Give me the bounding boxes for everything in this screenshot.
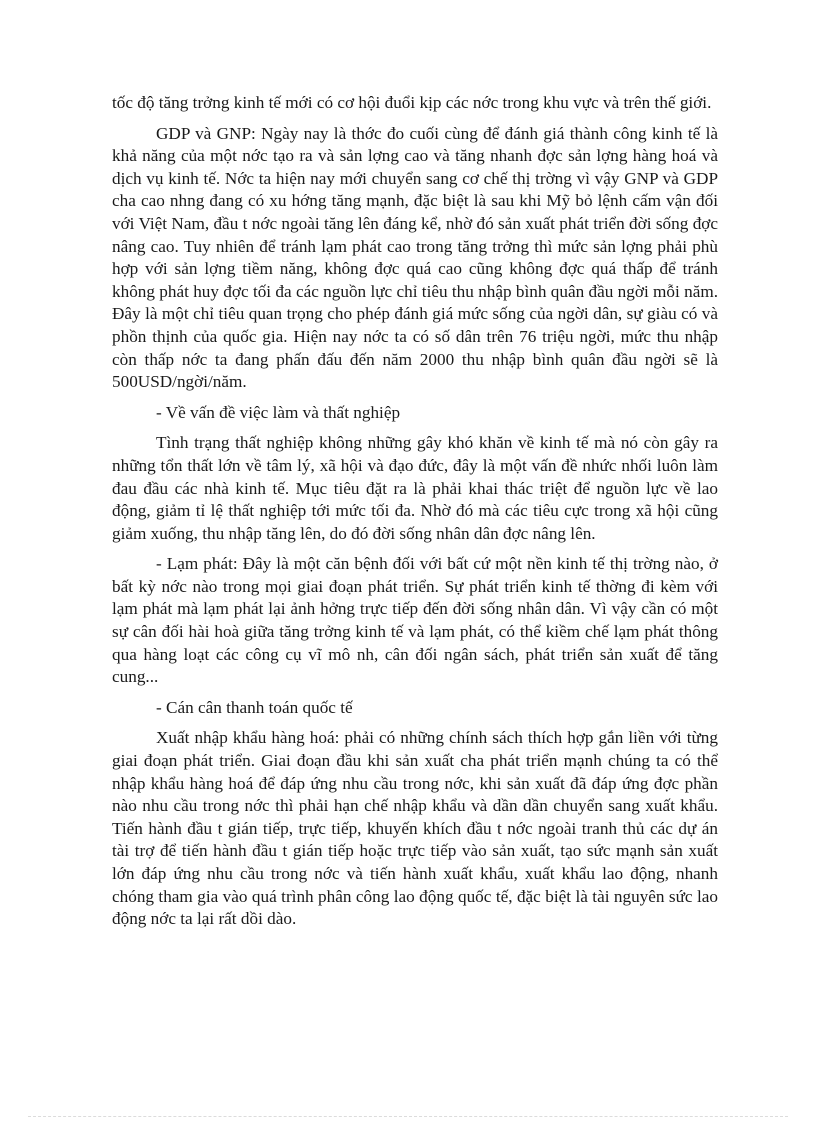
footer-divider bbox=[28, 1116, 788, 1117]
heading-employment: - Về vấn đề việc làm và thất nghiệp bbox=[156, 402, 401, 422]
paragraph-continuation: tốc độ tăng trởng kinh tế mới có cơ hội đuổi kịp các nớc trong khu vực và trên thế giới. bbox=[112, 93, 712, 112]
paragraph-inflation: - Lạm phát: Đây là một căn bệnh đối với bất cứ một nền kinh tế thị trờng nào, ở bất kỳ nớc nào trong mọi giai đoạn phát triển. Sự phát triển kinh tế thờng đi kèm với lạm phát mà lạm phát lại ảnh hởng trực tiếp đến đời sống nhân dân. Vì vậy cần có một sự cân đối hài hoà giữa tăng trởng kinh tế và lạm phát, có thể kiềm chế lạm phát thông qua hàng loạt các công cụ vĩ mô nh, cân đối ngân sách, phát triển sản xuất để tăng cung... bbox=[112, 554, 718, 687]
document-body bbox=[112, 92, 718, 939]
heading-balance-of-payments: - Cán cân thanh toán quốc tế bbox=[156, 697, 353, 717]
paragraph-unemployment: Tình trạng thất nghiệp không những gây khó khăn về kinh tế mà nó còn gây ra những tổn thất lớn về tâm lý, xã hội và đạo đức, đây là một vấn đề nhức nhối luôn làm đau đầu các nhà kinh tế. Mục tiêu đặt ra là phải khai thác triệt để nguồn lực về lao động, giảm tỉ lệ thất nghiệp tới mức tối đa. Nhờ đó mà các tiêu cực trong xã hội cũng giảm xuống, thu nhập tăng lên, do đó đời sống nhân dân đợc nâng lên. bbox=[112, 433, 718, 543]
paragraph-import-export: Xuất nhập khẩu hàng hoá: phải có những chính sách thích hợp gắn liền với từng giai đoạn phát triển. Giai đoạn đầu khi sản xuất cha phát triển mạnh chúng ta có thể nhập khẩu hàng hoá để đáp ứng nhu cầu trong nớc, khi sản xuất đã đáp ứng đợc phần nào nhu cầu trong nớc thì phải hạn chế nhập khẩu và dần dần chuyển sang xuất khẩu. Tiến hành đầu t gián tiếp, trực tiếp, khuyến khích đầu t nớc ngoài tranh thủ các dự án tài trợ để tiến hành đầu t gián tiếp hoặc trực tiếp vào sản xuất, tạo sức mạnh sản xuất lớn đáp ứng nhu cầu trong nớc và tiến hành xuất khẩu, xuất khẩu lao động, nhanh chóng tham gia vào quá trình phân công lao động quốc tế, đặc biệt là tài nguyên sức lao động nớc ta lại rất dồi dào. bbox=[112, 728, 718, 929]
paragraph-gdp-gnp: GDP và GNP: Ngày nay là thớc đo cuối cùng để đánh giá thành công kinh tế là khả năng của một nớc tạo ra và sản lợng cao và tăng nhanh đợc sản lợng hàng hoá và dịch vụ kinh tế. Nớc ta hiện nay mới chuyển sang cơ chế thị trờng vì vậy GNP và GDP cha cao nhng đang có xu hớng tăng mạnh, đặc biệt là sau khi Mỹ bỏ lệnh cấm vận đối với Việt Nam, đầu t nớc ngoài tăng lên đáng kể, nhờ đó sản xuất phát triển đời sống đợc nâng cao. Tuy nhiên để tránh lạm phát cao trong tăng trởng thì mức sản lợng phải phù hợp với sản lợng tiềm năng, không đợc quá cao cũng không đợc quá thấp để tránh không phát huy đợc tối đa các nguồn lực chỉ tiêu thu nhập bình quân đầu ngời mỗi năm. Đây là một chỉ tiêu quan trọng cho phép đánh giá mức sống của ngời dân, sự giàu có và phồn thịnh của quốc gia. Hiện nay nớc ta có số dân trên 76 triệu ngời, mức thu nhập còn thấp nớc ta đang phấn đấu đến năm 2000 thu nhập bình quân đầu ngời sẽ là 500USD/ngời/năm. bbox=[112, 123, 718, 392]
